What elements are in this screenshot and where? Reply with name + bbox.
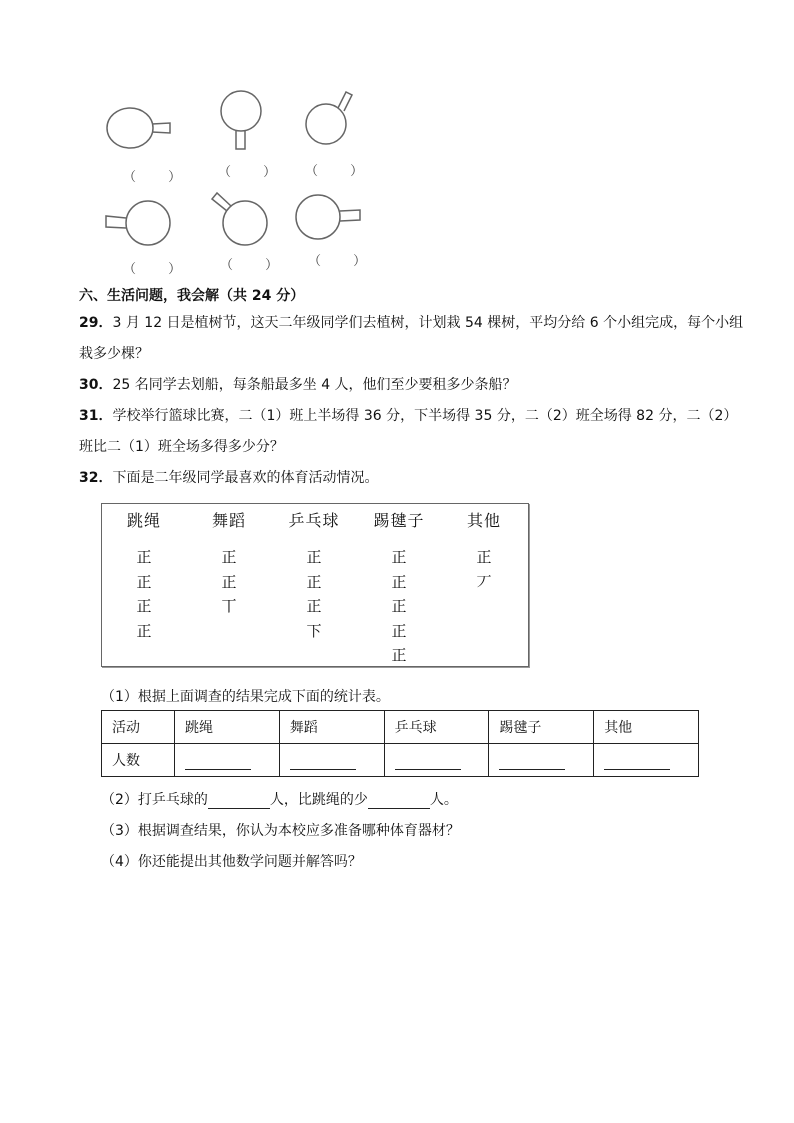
answer-blank[interactable]	[395, 751, 461, 770]
paddle-1	[100, 100, 180, 160]
answer-paren-4[interactable]: （ ）	[123, 262, 196, 277]
survey-header: 乒乓球	[288, 511, 340, 530]
sub-question-2	[101, 789, 458, 809]
tally-mark: 正	[136, 548, 152, 566]
table-cell	[279, 744, 384, 777]
tally-mark: 正	[391, 621, 407, 640]
tally-mark: 正	[391, 572, 407, 591]
question-number: 31．	[79, 408, 113, 424]
tally-mark: 正	[306, 548, 322, 566]
answer-blank[interactable]	[185, 751, 251, 770]
survey-tally-box	[101, 503, 529, 667]
survey-header: 跳绳	[126, 511, 161, 530]
paddle-4	[98, 196, 178, 256]
question-number: 32．	[79, 470, 113, 486]
answer-blank[interactable]	[208, 792, 270, 809]
paddle-2	[214, 85, 274, 160]
tally-mark: 正	[221, 548, 237, 566]
answer-blank[interactable]	[499, 751, 565, 770]
survey-header: 其他	[466, 511, 501, 530]
tally-mark: 正	[221, 572, 237, 591]
tally-mark: 正	[391, 597, 407, 615]
question-30	[79, 374, 517, 394]
tally-mark: 下	[306, 621, 322, 640]
sub2-part1: （2）打乒乓球的	[101, 792, 208, 808]
paddle-3	[300, 86, 360, 151]
tally-mark: 正	[391, 646, 407, 664]
tally-mark: 丅	[221, 597, 237, 615]
sub-question-4: （4）你还能提出其他数学问题并解答吗？	[101, 854, 362, 870]
survey-column-table-tennis	[274, 504, 354, 643]
question-number: 30．	[79, 377, 113, 393]
question-text: 学校举行篮球比赛，二（1）班上半场得 36 分，下半场得 35 分，二（2）班全场得 82 分，二（2）	[112, 408, 738, 424]
tally-mark: 正	[136, 597, 152, 615]
paddle-6	[290, 190, 370, 250]
question-29	[79, 312, 743, 332]
survey-header: 舞蹈	[211, 511, 246, 530]
survey-column-jump-rope	[104, 504, 184, 643]
table-cell: 踢毽子	[489, 711, 594, 744]
answer-paren-5[interactable]: （ ）	[220, 258, 293, 273]
statistics-table	[101, 710, 699, 777]
sub2-part3: 人。	[429, 792, 458, 808]
answer-paren-3[interactable]: （ ）	[305, 164, 378, 179]
table-cell	[384, 744, 489, 777]
sub-question-1: （1）根据上面调查的结果完成下面的统计表。	[101, 689, 390, 705]
tally-mark: 正	[306, 572, 322, 591]
tally-mark: 正	[476, 548, 492, 566]
tally-mark: 正	[306, 597, 322, 615]
table-cell: 跳绳	[175, 711, 280, 744]
table-header-row	[102, 711, 699, 744]
question-31-cont: 班比二（1）班全场多得多少分？	[79, 439, 284, 455]
table-cell: 其他	[594, 711, 699, 744]
answer-blank[interactable]	[368, 792, 430, 809]
sub2-part2: 人，比跳绳的少	[269, 792, 368, 808]
sub-question-3: （3）根据调查结果，你认为本校应多准备哪种体育器材？	[101, 823, 460, 839]
answer-paren-6[interactable]: （ ）	[308, 254, 381, 269]
table-cell	[489, 744, 594, 777]
table-row	[102, 744, 699, 777]
question-text: 25 名同学去划船，每条船最多坐 4 人，他们至少要租多少条船？	[112, 377, 517, 393]
survey-header: 踢毽子	[373, 511, 425, 530]
answer-blank[interactable]	[290, 751, 356, 770]
question-text: 下面是二年级同学最喜欢的体育活动情况。	[112, 470, 379, 486]
table-cell: 舞蹈	[279, 711, 384, 744]
survey-column-dance	[189, 504, 269, 619]
answer-paren-1[interactable]: （ ）	[123, 170, 196, 185]
question-32	[79, 467, 378, 487]
question-text: 3 月 12 日是植树节，这天二年级同学们去植树，计划栽 54 棵树，平均分给 6 个小组完成，每个小组	[112, 315, 744, 331]
table-cell	[175, 744, 280, 777]
survey-column-shuttlecock	[359, 504, 439, 668]
survey-column-other	[444, 504, 524, 594]
paddle-5	[205, 185, 275, 250]
answer-blank[interactable]	[604, 751, 670, 770]
question-number: 29．	[79, 315, 113, 331]
question-31	[79, 405, 737, 425]
tally-mark: 正	[136, 572, 152, 591]
section-title: 六、生活问题，我会解（共 24 分）	[79, 288, 305, 304]
table-cell: 人数	[102, 744, 175, 777]
table-cell: 活动	[102, 711, 175, 744]
question-29-cont: 栽多少棵？	[79, 346, 149, 362]
tally-mark: 正	[136, 621, 152, 640]
table-cell: 乒乓球	[384, 711, 489, 744]
answer-paren-2[interactable]: （ ）	[218, 165, 291, 180]
tally-mark: 丆	[476, 572, 492, 591]
tally-mark: 正	[391, 548, 407, 566]
table-cell	[594, 744, 699, 777]
